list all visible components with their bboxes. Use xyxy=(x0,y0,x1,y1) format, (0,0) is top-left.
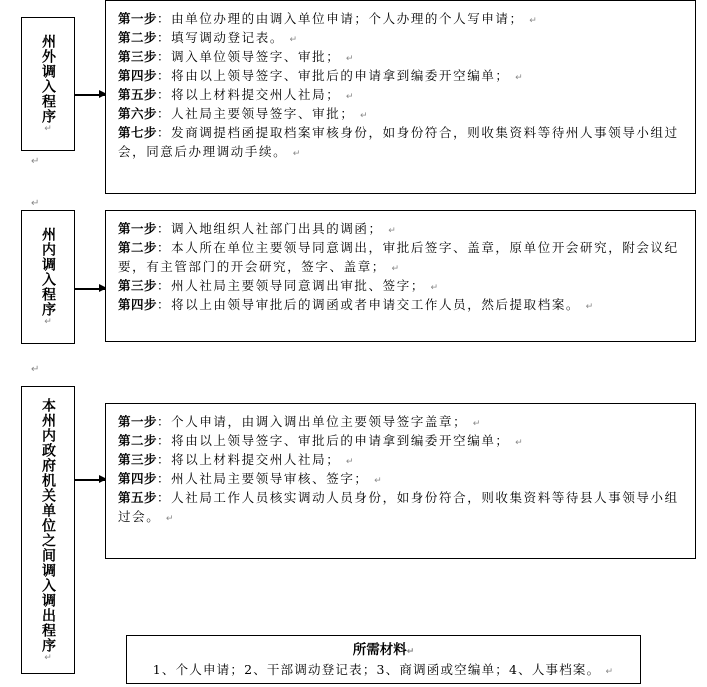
paragraph-mark-icon: ↵ xyxy=(31,156,40,167)
section-3-steps-box xyxy=(105,403,696,559)
step-item: 第三步：将以上材料提交州人社局； ↵ xyxy=(118,452,356,467)
section-3-label: 本州内政府机关单位之间调入调出程序 xyxy=(40,397,56,653)
step-item: 第六步：人社局主要领导签字、审批； ↵ xyxy=(118,106,370,121)
paragraph-mark-icon: ↵ xyxy=(44,652,52,663)
section-1-steps-box xyxy=(105,0,696,194)
section-1-label: 州外调入程序 xyxy=(40,34,56,124)
step-item: 第二步：本人所在单位主要领导同意调出，审批后签字、盖章，原单位开会研究，附会议纪要，有主管部门的开会研究，签字、盖章； ↵ xyxy=(118,240,679,274)
paragraph-mark-icon: ↵ xyxy=(44,124,52,134)
step-item: 第一步：个人申请，由调入调出单位主要领导签字盖章； ↵ xyxy=(118,414,482,429)
arrow-icon xyxy=(75,479,105,481)
paragraph-mark-icon: ↵ xyxy=(31,364,40,375)
step-item: 第四步：州人社局主要领导审核、签字； ↵ xyxy=(118,471,384,486)
section-2-steps-box xyxy=(105,210,696,342)
step-item: 第四步：将以上由领导审批后的调函或者申请交工作人员，然后提取档案。 ↵ xyxy=(118,297,595,312)
section-2-label-box xyxy=(21,210,75,344)
arrow-icon xyxy=(75,94,105,96)
paragraph-mark-icon: ↵ xyxy=(31,198,40,209)
materials-title: 所需材料↵ xyxy=(352,642,415,658)
step-item: 第一步：调入地组织人社部门出具的调函； ↵ xyxy=(118,221,398,236)
section-2-label: 州内调入程序 xyxy=(40,227,56,317)
step-item: 第三步：调入单位领导签字、审批； ↵ xyxy=(118,49,356,64)
step-item: 第一步：由单位办理的由调入单位申请；个人办理的个人写申请； ↵ xyxy=(118,11,539,26)
materials-list: 1、个人申请；2、干部调动登记表；3、商调函或空编单；4、人事档案。 ↵ xyxy=(152,662,615,677)
step-item: 第二步：填写调动登记表。 ↵ xyxy=(118,30,299,45)
step-item: 第五步：人社局工作人员核实调动人员身份，如身份符合，则收集资料等待县人事领导小组过会。 ↵ xyxy=(118,490,679,524)
step-item: 第三步：州人社局主要领导同意调出审批、签字； ↵ xyxy=(118,278,440,293)
step-item: 第七步：发商调提档函提取档案审核身份，如身份符合，则收集资料等待州人事领导小组过会，同意后办理调动手续。 ↵ xyxy=(118,125,679,159)
arrow-icon xyxy=(75,288,105,290)
step-item: 第二步：将由以上领导签字、审批后的申请拿到编委开空编单； ↵ xyxy=(118,433,525,448)
step-item: 第五步：将以上材料提交州人社局； ↵ xyxy=(118,87,356,102)
required-materials-box xyxy=(126,635,641,684)
section-3-label-box xyxy=(21,386,75,674)
step-item: 第四步：将由以上领导签字、审批后的申请拿到编委开空编单； ↵ xyxy=(118,68,525,83)
paragraph-mark-icon: ↵ xyxy=(44,317,52,327)
section-1-label-box xyxy=(21,17,75,151)
